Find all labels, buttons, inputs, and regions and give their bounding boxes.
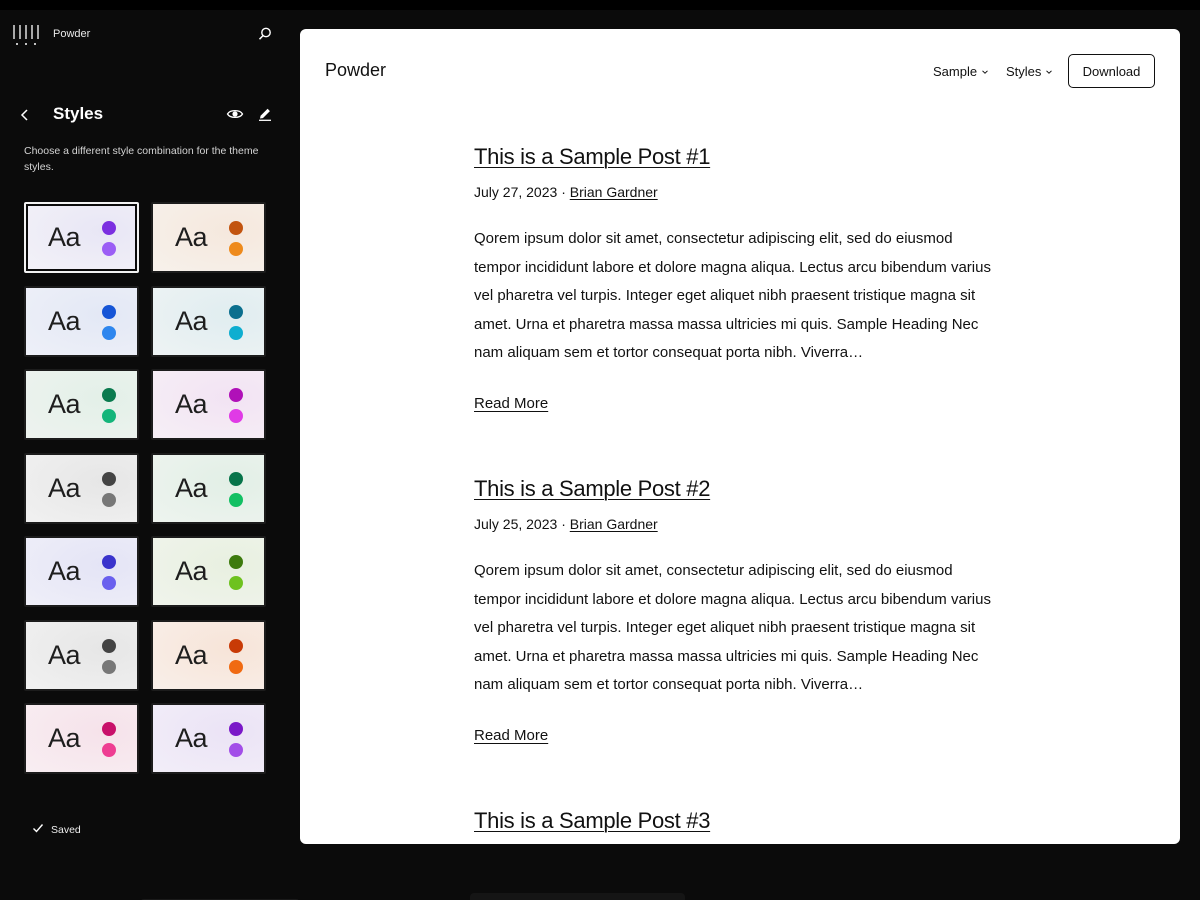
secondary-color-swatch (102, 326, 116, 340)
post-excerpt: Qorem ipsum dolor sit amet, consectetur adipiscing elit, sed do eiusmod tempor incididunt labore et dolore magna aliqua. Lectus arcu bibendum varius vel pharetra vel turpis. Integer eget aliquet nibh praesent tristique magna sit amet. Urna et pharetra massa massa ultricies mi quis. Sample Heading Nec nam aliquam sem et tortor consequat porta nibh. Viverra… (474, 562, 991, 694)
edit-styles-button[interactable] (256, 106, 274, 122)
variation-typeface-sample: Aa (175, 389, 208, 419)
primary-color-swatch (229, 305, 243, 319)
read-more-link[interactable]: Read More (474, 726, 549, 744)
post-date: July 25, 2023 (474, 516, 558, 532)
primary-color-swatch (229, 472, 243, 486)
variation-typeface-sample: Aa (175, 723, 208, 753)
meta-separator: · (561, 184, 566, 200)
styles-sidebar (0, 10, 290, 900)
search-button[interactable] (256, 25, 274, 43)
post-item (474, 808, 1014, 834)
variation-typeface-sample: Aa (48, 222, 81, 252)
variation-typeface-sample: Aa (48, 472, 81, 503)
secondary-color-swatch (229, 576, 243, 590)
variation-typeface-sample: Aa (175, 556, 208, 586)
saved-status (32, 823, 81, 836)
style-variation-card[interactable] (24, 369, 139, 440)
style-variation-card[interactable] (151, 703, 266, 774)
pencil-icon (256, 106, 274, 122)
post-author-link[interactable]: Brian Gardner (569, 516, 658, 532)
variation-typeface-sample: Aa (48, 556, 81, 586)
nav-item-styles[interactable] (1006, 64, 1053, 79)
secondary-color-swatch (229, 326, 243, 340)
download-button[interactable]: Download (1068, 54, 1155, 88)
primary-color-swatch (229, 639, 243, 653)
eye-icon (226, 106, 244, 122)
style-variation-card[interactable] (24, 202, 139, 273)
style-variation-card[interactable] (24, 703, 139, 774)
chevron-left-icon (16, 106, 34, 124)
style-book-button[interactable] (226, 106, 244, 122)
variation-typeface-sample: Aa (175, 305, 208, 336)
primary-color-swatch (229, 722, 243, 736)
style-variation-card[interactable] (151, 286, 266, 357)
variation-typeface-sample: Aa (175, 639, 208, 670)
variation-typeface-sample: Aa (48, 639, 81, 670)
chevron-down-icon (1045, 68, 1053, 76)
site-title[interactable]: Powder (325, 60, 387, 80)
style-variation-card[interactable] (151, 453, 266, 524)
secondary-color-swatch (229, 493, 243, 507)
primary-color-swatch (102, 305, 116, 319)
back-button[interactable] (16, 106, 34, 124)
secondary-color-swatch (102, 660, 116, 674)
secondary-color-swatch (229, 743, 243, 757)
post-author-link[interactable]: Brian Gardner (569, 184, 658, 200)
sidebar-title: Styles (53, 104, 104, 123)
primary-color-swatch (102, 221, 116, 235)
post-title-link[interactable]: This is a Sample Post #3 (474, 808, 711, 833)
style-variation-card[interactable] (24, 536, 139, 607)
style-variation-card[interactable] (151, 202, 266, 273)
style-variation-card[interactable] (24, 620, 139, 691)
post-title-link[interactable]: This is a Sample Post #2 (474, 476, 711, 501)
secondary-color-swatch (229, 660, 243, 674)
style-variation-card[interactable] (151, 620, 266, 691)
primary-color-swatch (102, 388, 116, 402)
style-variation-card[interactable] (24, 453, 139, 524)
post-item (474, 144, 1014, 413)
site-name[interactable]: Powder (53, 28, 91, 40)
style-variation-card[interactable] (24, 286, 139, 357)
secondary-color-swatch (102, 576, 116, 590)
nav-item-label: Styles (1006, 64, 1042, 79)
style-variation-card[interactable] (151, 369, 266, 440)
variation-typeface-sample: Aa (48, 389, 81, 419)
secondary-color-swatch (229, 409, 243, 423)
variation-typeface-sample: Aa (48, 723, 81, 753)
primary-color-swatch (229, 221, 243, 235)
variation-typeface-sample: Aa (175, 472, 208, 503)
editor-canvas[interactable] (300, 29, 1180, 844)
post-title-link[interactable]: This is a Sample Post #1 (474, 144, 711, 169)
primary-color-swatch (102, 639, 116, 653)
primary-color-swatch (102, 555, 116, 569)
post-meta (474, 516, 1014, 532)
secondary-color-swatch (102, 743, 116, 757)
secondary-color-swatch (229, 242, 243, 256)
variation-typeface-sample: Aa (48, 305, 81, 336)
post-item (474, 476, 1014, 745)
primary-color-swatch (229, 555, 243, 569)
secondary-color-swatch (102, 409, 116, 423)
post-date: July 27, 2023 (474, 184, 558, 200)
post-meta (474, 184, 1014, 200)
secondary-color-swatch (102, 493, 116, 507)
secondary-color-swatch (102, 242, 116, 256)
search-icon (256, 25, 274, 43)
bottom-edge-shadow-2 (470, 893, 685, 900)
saved-label: Saved (51, 824, 81, 836)
chevron-down-icon (981, 68, 989, 76)
primary-color-swatch (229, 388, 243, 402)
primary-color-swatch (102, 722, 116, 736)
post-excerpt: Qorem ipsum dolor sit amet, consectetur adipiscing elit, sed do eiusmod tempor incididunt labore et dolore magna aliqua. Lectus arcu bibendum varius vel pharetra vel turpis. Integer eget aliquet nibh praesent tristique magna sit amet. Urna et pharetra massa massa ultricies mi quis. Sample Heading Nec nam aliquam sem et tortor consequat porta nibh. Viverra… (474, 230, 991, 362)
primary-color-swatch (102, 472, 116, 486)
meta-separator: · (561, 516, 566, 532)
variation-typeface-sample: Aa (175, 222, 208, 252)
wordpress-logo-icon[interactable] (12, 22, 40, 48)
nav-item-label: Sample (933, 64, 978, 79)
nav-item-sample[interactable] (933, 64, 989, 79)
style-variation-card[interactable] (151, 536, 266, 607)
checkmark-icon (32, 823, 44, 833)
read-more-link[interactable]: Read More (474, 394, 549, 412)
sidebar-description: Choose a different style combination for the theme styles. (24, 145, 259, 173)
top-strip (0, 0, 1200, 10)
